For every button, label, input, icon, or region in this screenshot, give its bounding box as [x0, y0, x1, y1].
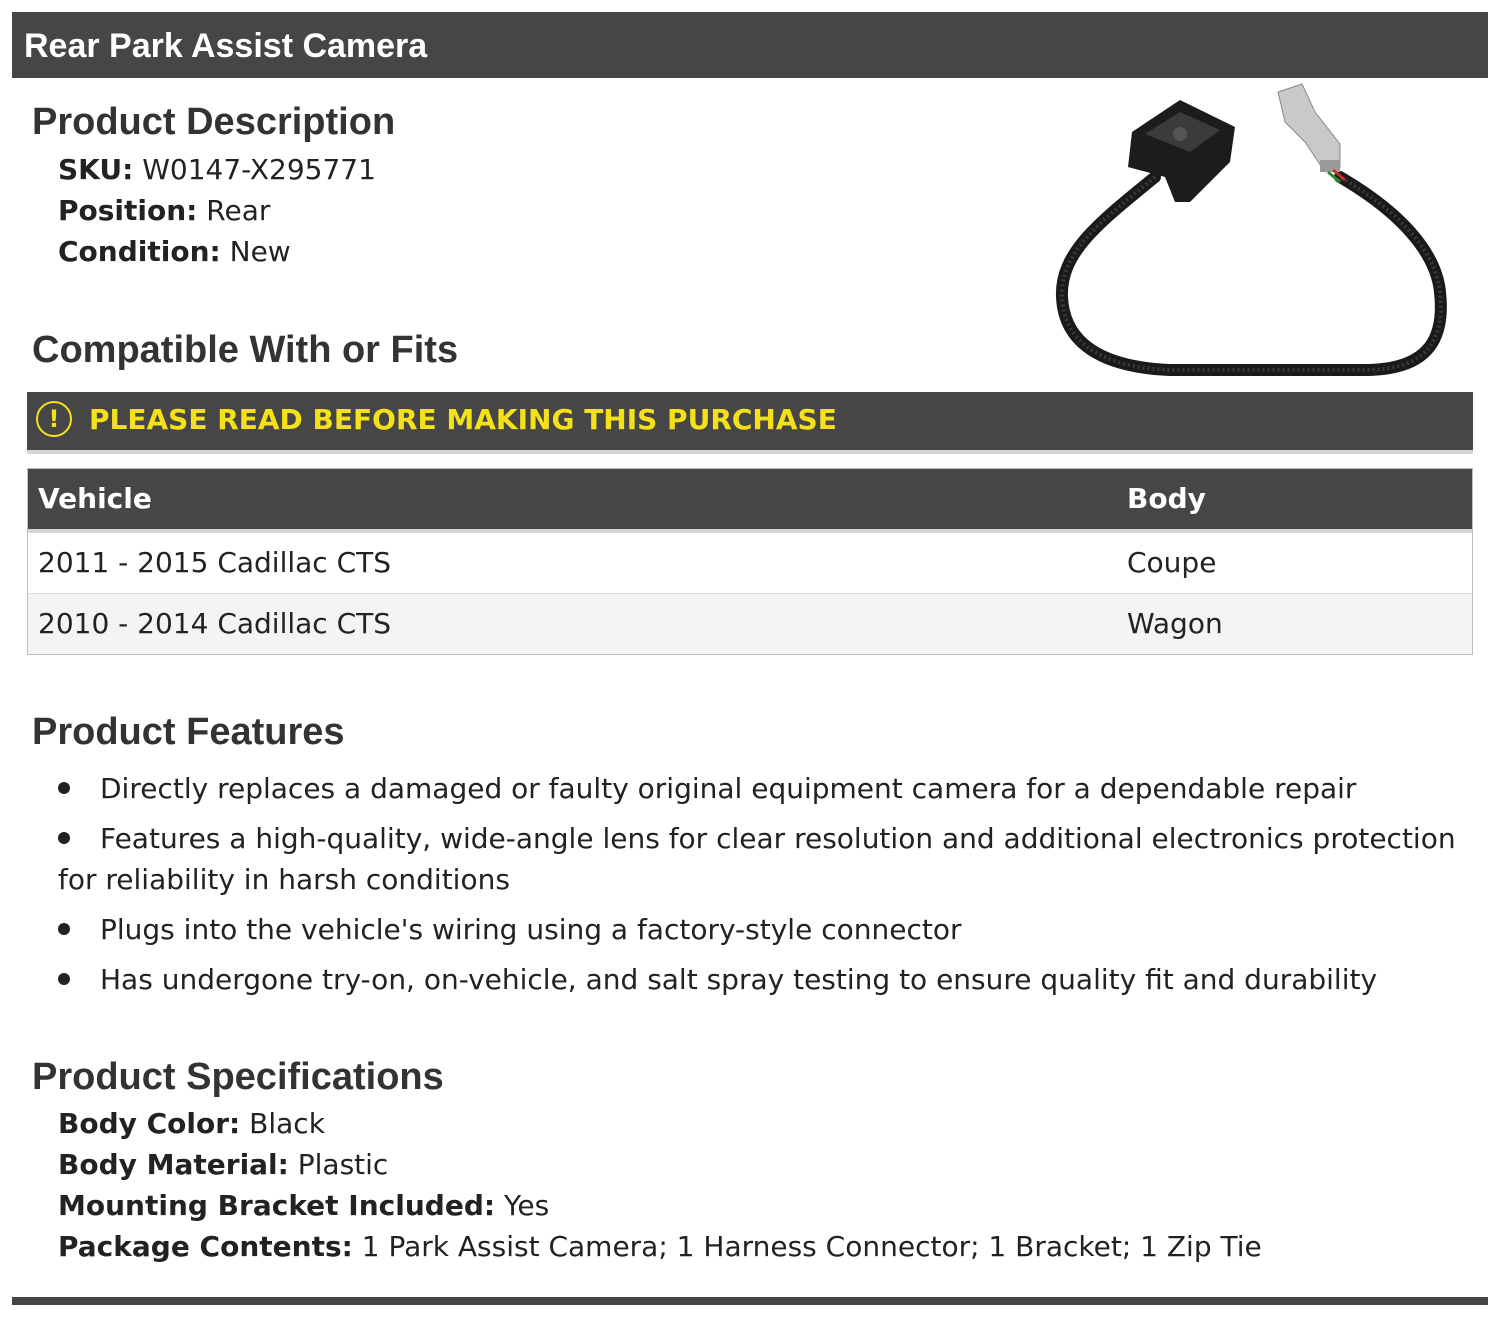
feature-text: Directly replaces a damaged or faulty original equipment camera for a dependable repair	[100, 772, 1357, 805]
product-features-heading: Product Features	[32, 711, 345, 753]
list-item	[58, 768, 1458, 809]
feature-text: Plugs into the vehicle's wiring using a factory-style connector	[100, 913, 962, 946]
body-cell: Coupe	[1127, 546, 1217, 579]
mounting-bracket-label: Mounting Bracket Included:	[58, 1189, 496, 1222]
package-contents-label: Package Contents:	[58, 1230, 353, 1263]
vehicle-cell: 2011 - 2015 Cadillac CTS	[38, 546, 392, 579]
mounting-bracket-field	[58, 1189, 549, 1223]
list-item	[58, 909, 1458, 950]
body-color-value: Black	[249, 1107, 325, 1140]
feature-text: Has undergone try-on, on-vehicle, and salt spray testing to ensure quality fit and durability	[100, 963, 1378, 996]
sku-field	[58, 153, 376, 187]
alert-text: PLEASE READ BEFORE MAKING THIS PURCHASE	[89, 403, 837, 436]
column-header-vehicle: Vehicle	[38, 482, 152, 515]
table-body	[28, 532, 1472, 654]
product-specifications-heading: Product Specifications	[32, 1056, 444, 1098]
body-cell: Wagon	[1127, 607, 1223, 640]
sku-value: W0147-X295771	[142, 153, 376, 186]
position-value: Rear	[206, 194, 271, 227]
package-contents-value: 1 Park Assist Camera; 1 Harness Connector; 1 Bracket; 1 Zip Tie	[361, 1230, 1262, 1263]
page-title: Rear Park Assist Camera	[24, 27, 428, 65]
condition-value: New	[229, 235, 291, 268]
fitment-table	[27, 468, 1473, 655]
body-material-field	[58, 1148, 388, 1182]
bullet-icon	[58, 973, 70, 985]
bullet-icon	[58, 832, 70, 844]
table-row	[28, 532, 1472, 593]
exclamation-circle-icon: !	[36, 401, 72, 437]
footer-divider	[12, 1297, 1488, 1305]
position-label: Position:	[58, 194, 198, 227]
position-field	[58, 194, 270, 228]
features-list	[58, 768, 1458, 1009]
list-item	[58, 818, 1458, 900]
condition-field	[58, 235, 291, 269]
body-material-label: Body Material:	[58, 1148, 289, 1181]
body-color-label: Body Color:	[58, 1107, 241, 1140]
feature-text: Features a high-quality, wide-angle lens for clear resolution and additional electronics protection for reliability in harsh conditions	[58, 822, 1456, 896]
body-material-value: Plastic	[297, 1148, 389, 1181]
camera-product-image	[1040, 82, 1480, 382]
condition-label: Condition:	[58, 235, 221, 268]
bullet-icon	[58, 923, 70, 935]
sku-label: SKU:	[58, 153, 134, 186]
compatibility-heading: Compatible With or Fits	[32, 329, 459, 371]
package-contents-field	[58, 1230, 1262, 1264]
table-row	[28, 593, 1472, 654]
bullet-icon	[58, 782, 70, 794]
vehicle-cell: 2010 - 2014 Cadillac CTS	[38, 607, 392, 640]
body-color-field	[58, 1107, 325, 1141]
product-description-heading: Product Description	[32, 101, 396, 143]
purchase-alert-banner	[27, 392, 1473, 454]
mounting-bracket-value: Yes	[503, 1189, 550, 1222]
list-item	[58, 959, 1458, 1000]
column-header-body: Body	[1127, 482, 1206, 515]
table-header	[28, 469, 1472, 532]
title-bar	[12, 12, 1488, 78]
